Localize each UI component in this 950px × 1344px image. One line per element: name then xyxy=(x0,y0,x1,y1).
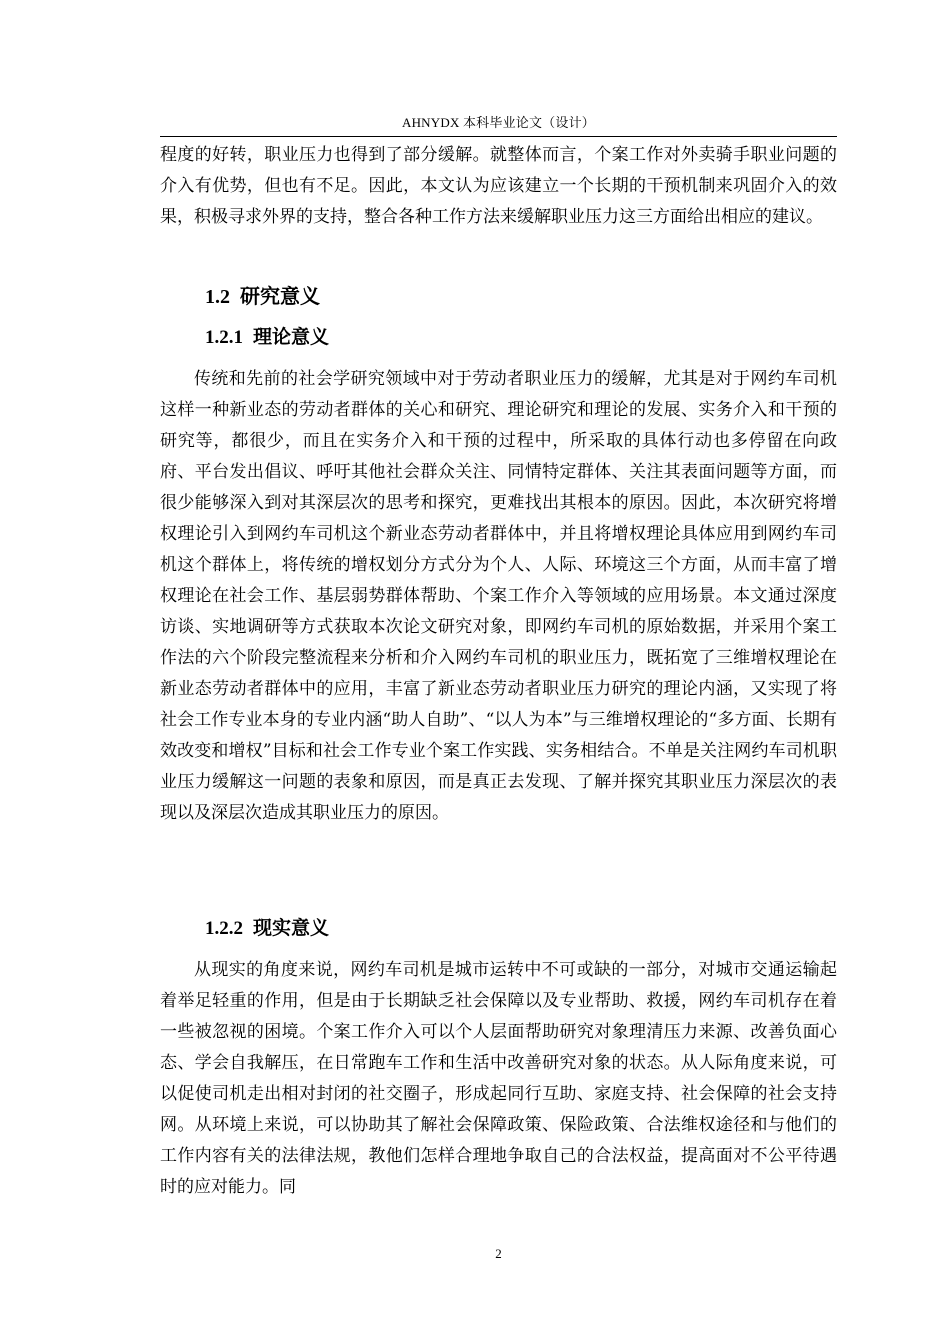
subsection-heading-1-2-2 xyxy=(205,913,329,940)
section-number: 1.2 xyxy=(205,286,230,308)
section-heading-1-2 xyxy=(205,280,320,309)
subsection-heading-1-2-1 xyxy=(205,322,329,349)
header-rule xyxy=(160,136,837,137)
paragraph-practical-significance: 从现实的角度来说，网约车司机是城市运转中不可或缺的一部分，对城市交通运输起着举足轻重的作用，但是由于长期缺乏社会保障以及专业帮助、救援，网约车司机存在着一些被忽视的困境。个案工作介入可以个人层面帮助研究对象理清压力来源、改善负面心态、学会自我解压，在日常跑车工作和生活中改善研究对象的状态。从人际角度来说，可以促使司机走出相对封闭的社交圈子，形成起同行互助、家庭支持、社会保障的社会支持网。从环境上来说，可以协助其了解社会保障政策、保险政策、合法维权途径和与他们的工作内容有关的法律法规，教他们怎样合理地争取自己的合法权益，提高面对不公平待遇时的应对能力。同 xyxy=(160,960,837,1197)
page-number: 2 xyxy=(495,1246,502,1261)
subsection-title: 理论意义 xyxy=(253,326,330,348)
section-title: 研究意义 xyxy=(240,284,320,308)
paragraph-theoretical-significance: 传统和先前的社会学研究领域中对于劳动者职业压力的缓解，尤其是对于网约车司机这样一种新业态的劳动者群体的关心和研究、理论研究和理论的发展、实务介入和干预的研究等，都很少，而且在实务介入和干预的过程中，所采取的具体行动也多停留在向政府、平台发出倡议、呼吁其他社会群众关注、同情特定群体、关注其表面问题等方面，而很少能够深入到对其深层次的思考和探究，更难找出其根本的原因。因此，本次研究将增权理论引入到网约车司机这个新业态劳动者群体中，并且将增权理论具体应用到网约车司机这个群体上，将传统的增权划分方式分为个人、人际、环境这三个方面，从而丰富了增权理论在社会工作、基层弱势群体帮助、个案工作介入等领域的应用场景。本文通过深度访谈、实地调研等方式获取本次论文研究对象，即网约车司机的原始数据，并采用个案工作法的六个阶段完整流程来分析和介入网约车司机的职业压力，既拓宽了三维增权理论在新业态劳动者群体中的应用，丰富了新业态劳动者职业压力研究的理论内涵，又实现了将社会工作专业本身的专业内涵“助人自助”、“以人为本”与三维增权理论的“多方面、长期有效改变和增权”目标和社会工作专业个案工作实践、实务相结合。不单是关注网约车司机职业压力缓解这一问题的表象和原因，而是真正去发现、了解并探究其职业压力深层次的表现以及深层次造成其职业压力的原因。 xyxy=(160,369,837,823)
subsection-title: 现实意义 xyxy=(253,917,330,939)
running-header: AHNYDX 本科毕业论文（设计） xyxy=(402,115,595,130)
subsection-number: 1.2.2 xyxy=(205,918,243,939)
subsection-number: 1.2.1 xyxy=(205,327,243,348)
paragraph-continued: 程度的好转，职业压力也得到了部分缓解。就整体而言，个案工作对外卖骑手职业问题的介入有优势，但也有不足。因此，本文认为应该建立一个长期的干预机制来巩固介入的效果，积极寻求外界的支持，整合各种工作方法来缓解职业压力这三方面给出相应的建议。 xyxy=(160,145,837,227)
